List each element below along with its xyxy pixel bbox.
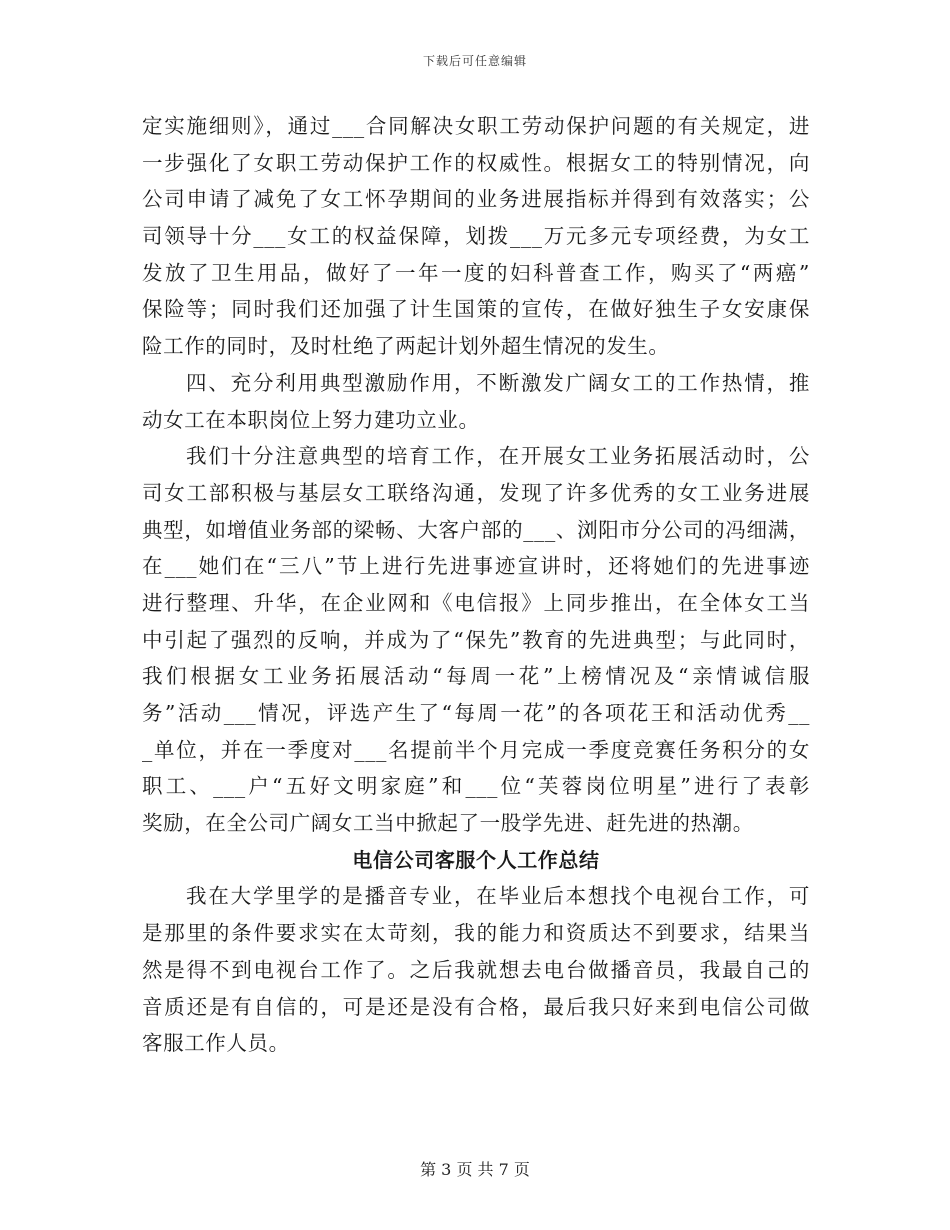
document-body — [142, 108, 810, 1062]
text-line: 四、充分利用典型激励作用，不断激发广阔女工的工作热情，推 — [186, 370, 810, 395]
text-line: 客服工作人员。 — [142, 1031, 290, 1056]
paragraph-4 — [142, 878, 810, 1061]
text-line: 奖励，在全公司广阔女工当中掀起了一股学先进、赶先进的热潮。 — [142, 811, 754, 836]
text-line: _单位，并在一季度对___名提前半个月完成一季度竞赛任务积分的女 — [142, 737, 810, 762]
text-line: 发放了卫生用品，做好了一年一度的妇科普查工作，购买了“两癌” — [142, 260, 810, 285]
text-line: 在___她们在“三八”节上进行先进事迹宣讲时，还将她们的先进事迹 — [142, 554, 810, 579]
text-line: 然是得不到电视台工作了。之后我就想去电台做播音员，我最自己的 — [142, 957, 810, 982]
text-line: 典型，如增值业务部的梁畅、大客户部的___、浏阳市分公司的冯细满， — [142, 517, 810, 542]
text-line: 公司申请了减免了女工怀孕期间的业务进展指标并得到有效落实；公 — [142, 187, 810, 212]
text-line: 进行整理、升华，在企业网和《电信报》上同步推出，在全体女工当 — [142, 590, 810, 615]
section-title: 电信公司客服个人工作总结 — [352, 847, 600, 872]
text-line: 是那里的条件要求实在太苛刻，我的能力和资质达不到要求，结果当 — [142, 921, 810, 946]
page-header: 下载后可任意编辑 — [422, 54, 527, 68]
paragraph-1 — [142, 108, 810, 365]
page-number: 第 3 页 共 7 页 — [420, 1160, 530, 1179]
text-line: 我们十分注意典型的培育工作，在开展女工业务拓展活动时，公 — [186, 444, 810, 469]
text-line: 我们根据女工业务拓展活动“每周一花”上榜情况及“亲情诚信服 — [142, 664, 810, 689]
text-line: 司女工部积极与基层女工联络沟通，发现了许多优秀的女工业务进展 — [142, 480, 810, 505]
text-line: 司领导十分___女工的权益保障，划拨___万元多元专项经费，为女工 — [142, 224, 810, 249]
text-line: 保险等；同时我们还加强了计生国策的宣传，在做好独生子女安康保 — [142, 297, 810, 322]
text-line: 定实施细则》，通过___合同解决女职工劳动保护问题的有关规定，进 — [142, 114, 810, 138]
paragraph-2 — [142, 365, 810, 438]
text-line: 音质还是有自信的，可是还是没有合格，最后我只好来到电信公司做 — [142, 994, 810, 1019]
text-line: 动女工在本职岗位上努力建功立业。 — [142, 407, 480, 432]
paragraph-3 — [142, 438, 810, 842]
text-line: 职工、___户“五好文明家庭”和___位“芙蓉岗位明星”进行了表彰 — [142, 774, 810, 799]
text-line: 险工作的同时，及时杜绝了两起计划外超生情况的发生。 — [142, 334, 670, 359]
text-line: 我在大学里学的是播音专业，在毕业后本想找个电视台工作，可 — [186, 884, 810, 909]
text-line: 务”活动___情况，评选产生了“每周一花”的各项花王和活动优秀__ — [142, 701, 810, 725]
text-line: 一步强化了女职工劳动保护工作的权威性。根据女工的特别情况，向 — [142, 150, 810, 175]
text-line: 中引起了强烈的反响，并成为了“保先”教育的先进典型；与此同时， — [142, 627, 810, 652]
